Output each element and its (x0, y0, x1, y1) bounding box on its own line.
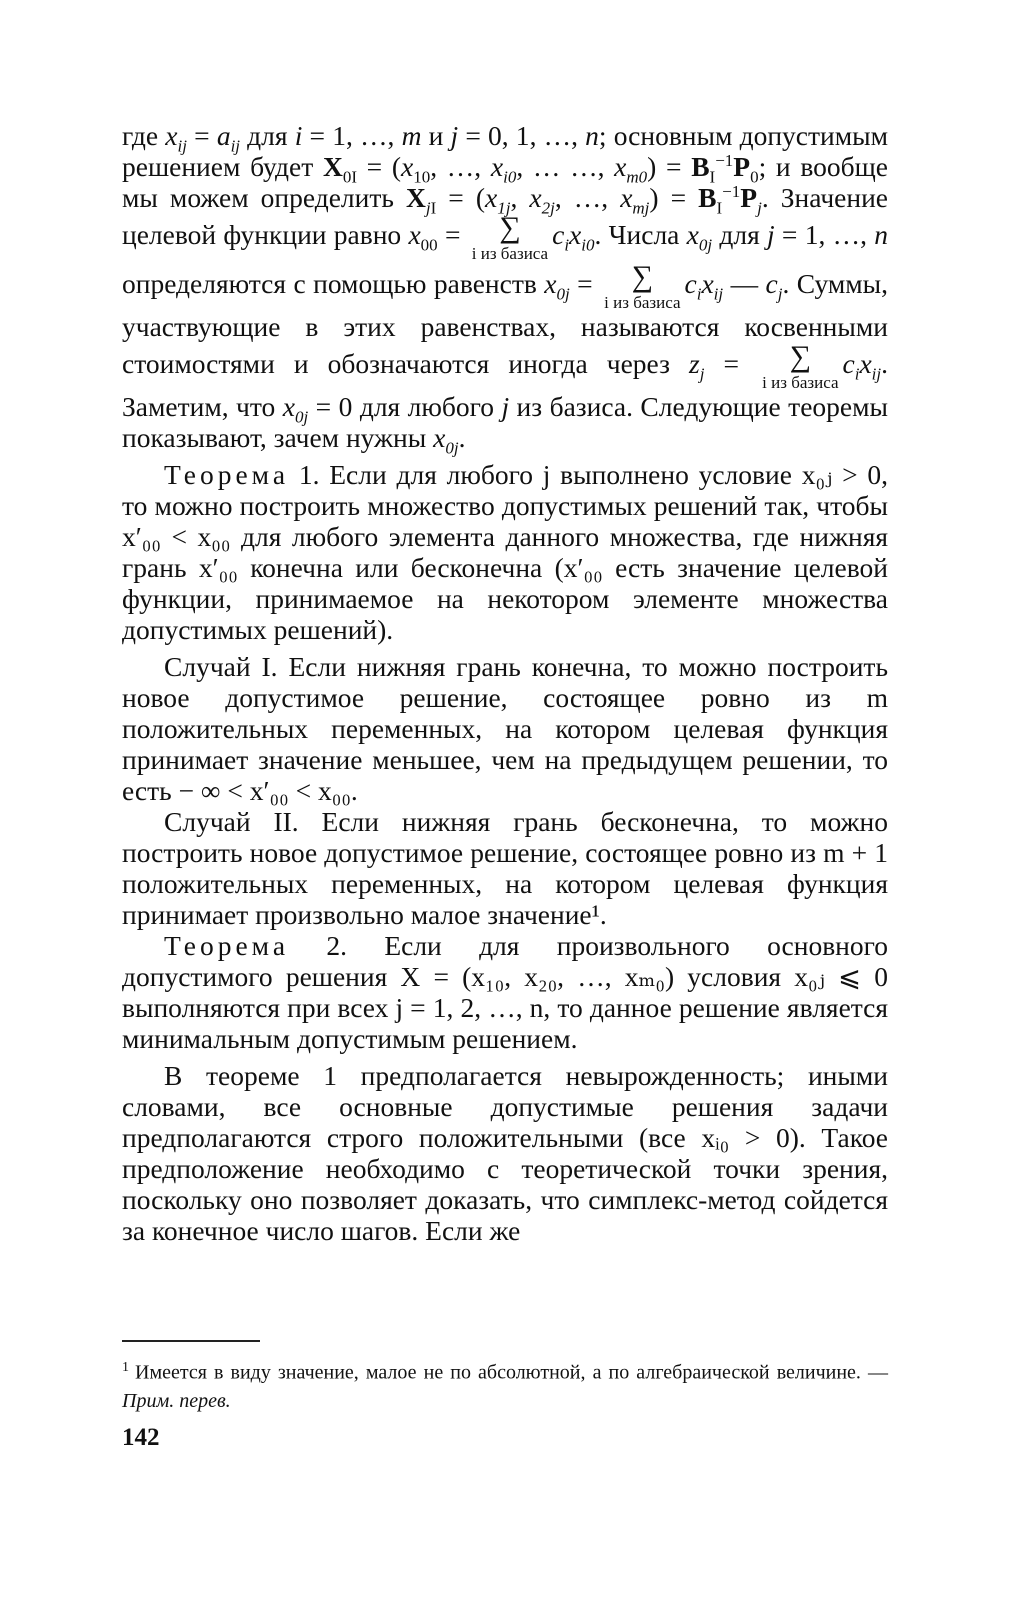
text-fragment: . Числа (594, 218, 687, 250)
theorem-heading: Теорема (164, 459, 290, 490)
theorem-text: 2. Если для произвольного основного допустимого решения X = (x₁₀, x₂₀, …, xₘ₀) условия x₀ⱼ ⩽ 0 выполняются при всех j = 1, 2, …, n, то данное решение является минимальным допустимым решением. (122, 930, 888, 1054)
sum-index: i (762, 373, 767, 392)
text-fragment: = ( (356, 151, 402, 182)
sum-index: i (604, 293, 609, 312)
page-number: 142 (122, 1424, 160, 1451)
footnote-divider (122, 1340, 260, 1342)
theorem-heading: Теорема (164, 930, 290, 961)
text-fragment: для любого (352, 391, 502, 422)
sum-subscript: из базиса (766, 373, 839, 392)
text-fragment: где (122, 120, 166, 151)
sum-subscript: из базиса (476, 244, 549, 263)
text-fragment: для (712, 218, 767, 250)
main-text (122, 120, 888, 1246)
text-fragment: ; основным допустимым решением будет (122, 120, 889, 182)
footnote (122, 1354, 888, 1415)
text-fragment: для (240, 120, 295, 151)
case-2: Случай II. Если нижняя грань бесконечна, то можно построить новое допустимое решение, состоящее ровно из m + 1 положительных переменных, на котором целевая функция принимает произвольно малое значение¹. (122, 806, 888, 930)
paragraph-definitions: где $x_{ij} = a_{ij}$ для i = 1, …, m и j = 0, 1, …, n; основным допустимым решением будет $X_{0I} = (x_{10}$, …, $x_{i0}$, … …, $x_{m0}) = B_I^{-1}P_0$; и вообще мы можем определить $X_{jI} = (x_{1j}$, $x_{2j}$, …, $x_{mj}) = B_I^{-1}P_j$. Значение целевой функции равно $x_{00}$ = ∑ i из базиса $c_ix_{i0}$. Числа $x_{0j}$ для j = 1, …, n определяются с помощью равенств $x_{0j}$ = ∑ i из базиса $c_ix_{ij}$ — $c_j$. Суммы, участвующие в этих равенствах, называются косвенными стоимостями и обозначаются иногда через $z_j$ = ∑ i из базиса $c_ix_{ij}$. Заметим, что $x_{0j} = 0$ для любого j из базиса. Следующие теоремы показывают, зачем нужны $x_{0j}$. (122, 120, 889, 458)
sum-subscript: из базиса (608, 293, 681, 312)
text-fragment: , …, (430, 151, 491, 182)
sum-symbol: ∑ i из базиса (471, 211, 549, 263)
footnote-text: Имеется в виду значение, малое не по абсолютной, а по алгебраической величине. — (135, 1361, 888, 1384)
text-fragment: и (421, 120, 451, 151)
footnote-mark: 1 (122, 1360, 129, 1375)
case-1: Случай I. Если нижняя грань конечна, то можно построить новое допустимое решение, состоящее ровно из m положительных переменных, на котором целевая функция принимает значение меньшее, чем на предыдущем решении, то есть − ∞ < x′₀₀ < x₀₀. (122, 651, 888, 806)
text-fragment: , …, (345, 120, 402, 151)
paragraph-nondegeneracy: В теореме 1 предполагается невырожденность; иными словами, все основные допустимые решения задачи предполагаются строго положительными (все xᵢ₀ > 0). Такое предположение необходимо с теоретической точки зрения, поскольку оно позволяет доказать, что симплекс-метод сойдется за конечное число шагов. Если же (122, 1060, 888, 1246)
text-fragment: . Заметим, что (122, 347, 888, 422)
text-fragment: , …, (529, 120, 586, 151)
text-fragment: ) = (647, 151, 692, 182)
text-fragment: ) = (649, 182, 699, 213)
theorem-text: 1. Если для любого j выполнено условие x₀ⱼ > 0, то можно построить множество допустимых решений так, чтобы x′₀₀ < x₀₀ для любого элемента данного множества, где нижняя грань x′₀₀ конечна или бесконечна (x′₀₀ есть значение целевой функции, принимаемое на некотором элементе множества допустимых решений). (122, 459, 888, 645)
theorem-1 (122, 459, 888, 645)
footnote-italic: Прим. перев. (122, 1389, 231, 1412)
text-fragment: . Значение целевой функции равно (122, 182, 889, 250)
sum-index: i (471, 244, 477, 263)
text-fragment: из базиса. Следующие теоремы показывают, зачем нужны (122, 391, 888, 453)
text-fragment: . Суммы, участвующие в этих равенствах, называются косвенными стоимостями и обозначаются иногда через (122, 267, 889, 379)
text-fragment: определяются с помощью равенств (122, 267, 545, 299)
sum-symbol: ∑ i из базиса (762, 340, 839, 392)
text-fragment: ; и вообще мы можем определить (122, 151, 889, 213)
text-fragment: = ( (436, 182, 486, 213)
theorem-2 (122, 930, 888, 1054)
sum-symbol: ∑ i из базиса (604, 260, 681, 312)
text-fragment: , … …, (516, 151, 615, 182)
